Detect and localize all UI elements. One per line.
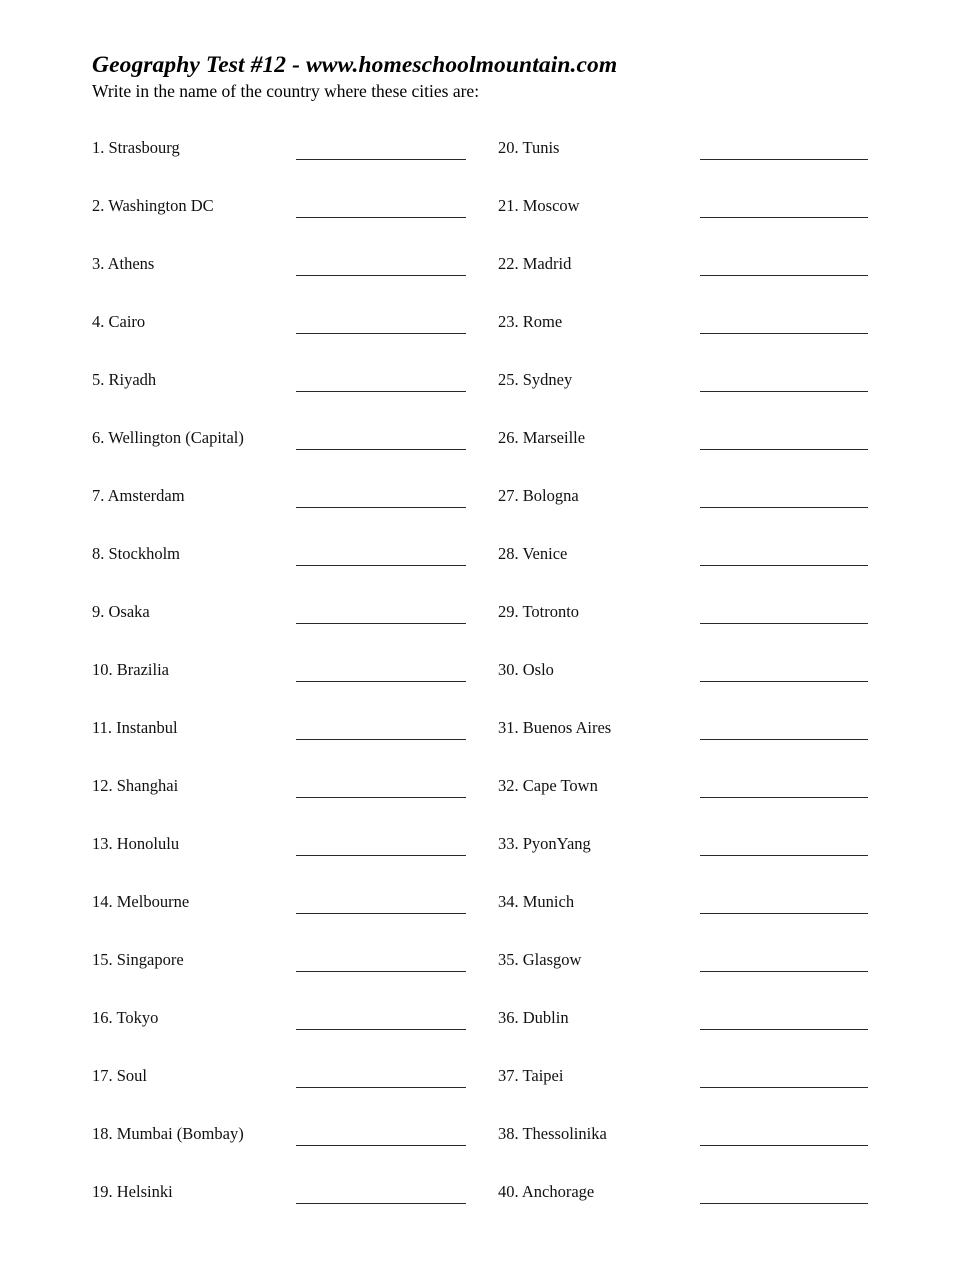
answer-blank-line[interactable] [700, 681, 868, 682]
answer-blank-line[interactable] [296, 855, 466, 856]
answer-blank-line[interactable] [700, 971, 868, 972]
question-row [498, 1124, 868, 1182]
answer-blank-line[interactable] [296, 391, 466, 392]
question-row [498, 254, 868, 312]
worksheet-header [92, 52, 932, 103]
question-label: 1. Strasbourg [92, 138, 180, 157]
question-label: 14. Melbourne [92, 892, 190, 911]
answer-blank-line[interactable] [700, 623, 868, 624]
answer-blank-line[interactable] [296, 797, 466, 798]
question-label: 16. Tokyo [92, 1008, 159, 1027]
answer-blank-line[interactable] [700, 1145, 868, 1146]
question-label: 9. Osaka [92, 602, 150, 621]
question-row [498, 834, 868, 892]
question-row [92, 196, 466, 254]
answer-blank-line[interactable] [700, 217, 868, 218]
question-label: 11. Instanbul [92, 718, 178, 737]
question-label: 25. Sydney [498, 370, 573, 389]
answer-blank-line[interactable] [296, 739, 466, 740]
answer-blank-line[interactable] [296, 971, 466, 972]
answer-blank-line[interactable] [296, 913, 466, 914]
question-label: 29. Totronto [498, 602, 580, 621]
question-row [498, 950, 868, 1008]
question-label: 6. Wellington (Capital) [92, 428, 244, 447]
answer-blank-line[interactable] [700, 449, 868, 450]
question-label: 33. PyonYang [498, 834, 591, 853]
question-label: 30. Oslo [498, 660, 554, 679]
question-label: 13. Honolulu [92, 834, 180, 853]
question-label: 5. Riyadh [92, 370, 157, 389]
answer-blank-line[interactable] [700, 1087, 868, 1088]
answer-blank-line[interactable] [700, 507, 868, 508]
question-label: 20. Tunis [498, 138, 560, 157]
question-label: 36. Dublin [498, 1008, 569, 1027]
question-row [498, 138, 868, 196]
question-label: 27. Bologna [498, 486, 579, 505]
answer-blank-line[interactable] [296, 507, 466, 508]
answer-blank-line[interactable] [700, 159, 868, 160]
question-row [92, 138, 466, 196]
question-row [92, 428, 466, 486]
question-label: 35. Glasgow [498, 950, 582, 969]
answer-blank-line[interactable] [700, 565, 868, 566]
question-row [92, 834, 466, 892]
question-row [498, 718, 868, 776]
question-row [498, 1008, 868, 1066]
answer-blank-line[interactable] [296, 449, 466, 450]
question-label: 40. Anchorage [498, 1182, 595, 1201]
question-label: 17. Soul [92, 1066, 148, 1085]
question-row [498, 196, 868, 254]
answer-blank-line[interactable] [296, 565, 466, 566]
question-row [92, 544, 466, 602]
question-row [498, 370, 868, 428]
question-row [498, 486, 868, 544]
answer-blank-line[interactable] [700, 855, 868, 856]
questions-column-left [92, 138, 466, 1240]
answer-blank-line[interactable] [700, 391, 868, 392]
question-row [92, 1124, 466, 1182]
question-label: 31. Buenos Aires [498, 718, 612, 737]
question-label: 28. Venice [498, 544, 568, 563]
question-label: 22. Madrid [498, 254, 572, 273]
question-row [498, 428, 868, 486]
question-label: 3. Athens [92, 254, 155, 273]
question-row [92, 1066, 466, 1124]
question-row [498, 544, 868, 602]
question-label: 10. Brazilia [92, 660, 169, 679]
answer-blank-line[interactable] [700, 1029, 868, 1030]
question-row [498, 892, 868, 950]
page-title: Geography Test #12 - www.homeschoolmountain.com [92, 52, 618, 78]
answer-blank-line[interactable] [700, 333, 868, 334]
question-label: 12. Shanghai [92, 776, 179, 795]
question-label: 37. Taipei [498, 1066, 564, 1085]
question-row [92, 718, 466, 776]
question-row [92, 602, 466, 660]
question-row [92, 950, 466, 1008]
question-label: 15. Singapore [92, 950, 184, 969]
answer-blank-line[interactable] [700, 275, 868, 276]
question-row [92, 776, 466, 834]
answer-blank-line[interactable] [700, 913, 868, 914]
question-row [92, 1008, 466, 1066]
question-row [92, 370, 466, 428]
answer-blank-line[interactable] [296, 1087, 466, 1088]
question-row [498, 660, 868, 718]
question-label: 8. Stockholm [92, 544, 181, 563]
answer-blank-line[interactable] [296, 1029, 466, 1030]
question-row [498, 1182, 868, 1240]
question-label: 38. Thessolinika [498, 1124, 607, 1143]
answer-blank-line[interactable] [700, 1203, 868, 1204]
question-label: 34. Munich [498, 892, 575, 911]
question-label: 2. Washington DC [92, 196, 214, 215]
answer-blank-line[interactable] [296, 1145, 466, 1146]
answer-blank-line[interactable] [296, 217, 466, 218]
answer-blank-line[interactable] [700, 797, 868, 798]
question-row [92, 486, 466, 544]
question-row [92, 312, 466, 370]
answer-blank-line[interactable] [296, 681, 466, 682]
question-label: 7. Amsterdam [92, 486, 185, 505]
question-row [92, 1182, 466, 1240]
answer-blank-line[interactable] [296, 275, 466, 276]
question-label: 4. Cairo [92, 312, 146, 331]
answer-blank-line[interactable] [296, 159, 466, 160]
question-row [498, 312, 868, 370]
question-label: 19. Helsinki [92, 1182, 173, 1201]
question-row [498, 1066, 868, 1124]
question-label: 23. Rome [498, 312, 563, 331]
questions-column-right [498, 138, 868, 1240]
question-row [92, 892, 466, 950]
answer-blank-line[interactable] [296, 623, 466, 624]
answer-blank-line[interactable] [296, 333, 466, 334]
question-label: 21. Moscow [498, 196, 580, 215]
question-row [498, 602, 868, 660]
answer-blank-line[interactable] [700, 739, 868, 740]
question-row [92, 660, 466, 718]
question-row [92, 254, 466, 312]
instructions-text: Write in the name of the country where these cities are: [92, 81, 480, 102]
question-row [498, 776, 868, 834]
question-label: 32. Cape Town [498, 776, 598, 795]
question-label: 26. Marseille [498, 428, 586, 447]
question-label: 18. Mumbai (Bombay) [92, 1124, 244, 1143]
answer-blank-line[interactable] [296, 1203, 466, 1204]
